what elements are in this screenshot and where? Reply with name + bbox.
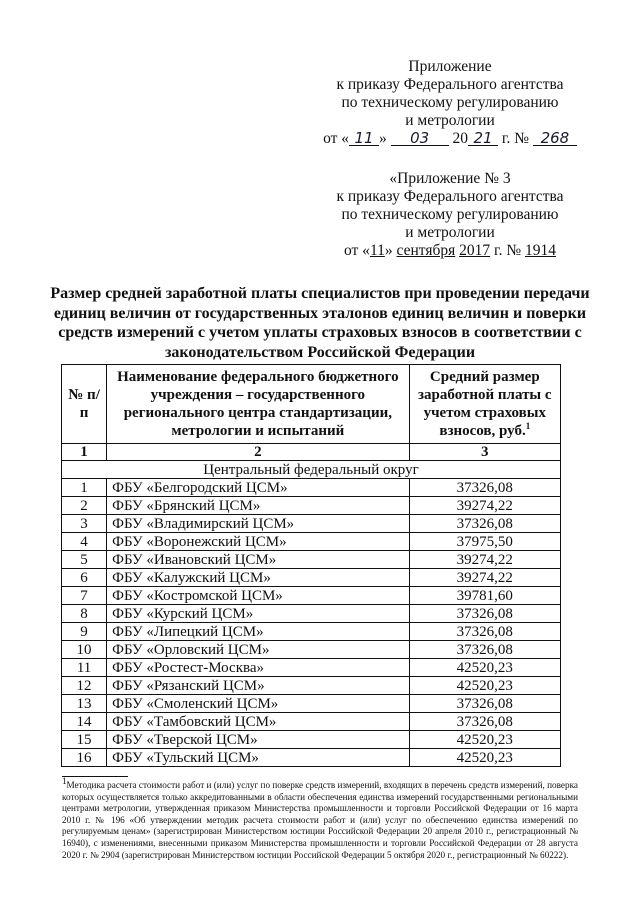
table-row [62, 641, 561, 659]
header-institution: Наименование федерального бюджетного учреждения – государственного регионального центра стандартизации, метрологии и испытаний [107, 365, 409, 444]
row-number: 7 [62, 587, 107, 605]
row-number: 3 [62, 515, 107, 533]
average-wage: 39274,22 [409, 569, 560, 587]
footnote-divider [62, 776, 128, 777]
date-prefix: от « [323, 130, 350, 147]
column-number: 1 [62, 444, 107, 461]
table-row [62, 695, 561, 713]
appendix-header-current [300, 58, 600, 148]
institution-name: ФБУ «Смоленский ЦСМ» [107, 695, 409, 713]
original-order-date-line [300, 242, 600, 260]
average-wage: 37326,08 [409, 515, 560, 533]
table-row [62, 515, 561, 533]
institution-name: ФБУ «Ивановский ЦСМ» [107, 551, 409, 569]
average-wage: 37975,50 [409, 533, 560, 551]
table-row [62, 551, 561, 569]
footnote-text: Методика расчета стоимости работ и (или) услуг по поверке средств измерений, входящих в перечень средств измерений, поверка которых осуществляется только аккредитованными в области обеспечения единства измерений государственными региональными центрами метрологии, утвержденная приказом Министерства промышленности и торговли Российской Федерации от 16 марта 2010 г. № 196 «Об утверждении методик расчета стоимости работ и (или) услуг по обеспечению единства измерений по регулируемым ценам» (зарегистрирован Министерством юстиции Российской Федерации 20 апреля 2010 г., регистрационный № 16940), с изменениями, внесенными приказом Министерства промышленности и торговли Российской Федерации от 28 августа 2020 г. № 2904 (зарегистрирован Министерством юстиции Российской Федерации 5 октября 2020 г., регистрационный № 60222). [62, 780, 578, 860]
institution-name: ФБУ «Тульский ЦСМ» [107, 749, 409, 767]
district-name: Центральный федеральный округ [62, 461, 561, 479]
order-number: 1914 [525, 242, 556, 259]
header-line: по техническому регулированию [341, 206, 559, 223]
handwritten-day: 11 [349, 131, 379, 146]
header-line: Приложение [408, 58, 492, 75]
row-number: 1 [62, 479, 107, 497]
row-number: 11 [62, 659, 107, 677]
average-wage: 42520,23 [409, 731, 560, 749]
institution-name: ФБУ «Ростест-Москва» [107, 659, 409, 677]
order-month: сентября [396, 242, 456, 259]
order-date-line [300, 130, 600, 148]
institution-name: ФБУ «Белгородский ЦСМ» [107, 479, 409, 497]
row-number: 12 [62, 677, 107, 695]
table-row [62, 677, 561, 695]
handwritten-order-number: 268 [533, 131, 577, 146]
table-row [62, 569, 561, 587]
date-mid: » [379, 130, 387, 147]
header-number: № п/п [62, 365, 107, 444]
average-wage: 42520,23 [409, 677, 560, 695]
table-row [62, 749, 561, 767]
row-number: 14 [62, 713, 107, 731]
institution-name: ФБУ «Липецкий ЦСМ» [107, 623, 409, 641]
institution-name: ФБУ «Тверской ЦСМ» [107, 731, 409, 749]
row-number: 15 [62, 731, 107, 749]
average-wage: 42520,23 [409, 659, 560, 677]
row-number: 6 [62, 569, 107, 587]
number-prefix: г. № [493, 242, 522, 259]
institution-name: ФБУ «Воронежский ЦСМ» [107, 533, 409, 551]
header-line: «Приложение № 3 [389, 170, 511, 187]
row-number: 16 [62, 749, 107, 767]
average-wage: 37326,08 [409, 695, 560, 713]
header-wage [409, 365, 560, 444]
table-row [62, 605, 561, 623]
average-wage: 39781,60 [409, 587, 560, 605]
institution-name: ФБУ «Владимирский ЦСМ» [107, 515, 409, 533]
order-day: 11 [369, 242, 385, 259]
column-number-row [62, 444, 561, 461]
table-row [62, 587, 561, 605]
average-wage: 37326,08 [409, 641, 560, 659]
header-line: и метрологии [405, 112, 495, 129]
row-number: 5 [62, 551, 107, 569]
row-number: 4 [62, 533, 107, 551]
institution-name: ФБУ «Тамбовский ЦСМ» [107, 713, 409, 731]
header-line: к приказу Федерального агентства [336, 76, 564, 93]
document-title: Размер средней заработной платы специалистов при проведении передачи единиц величин от государственных эталонов единиц величин и поверки средств измерений с учетом уплаты страховых взносов в соответствии с законодательством Российской Федерации [50, 285, 590, 361]
institution-name: ФБУ «Брянский ЦСМ» [107, 497, 409, 515]
institution-name: ФБУ «Костромской ЦСМ» [107, 587, 409, 605]
institution-name: ФБУ «Орловский ЦСМ» [107, 641, 409, 659]
institution-name: ФБУ «Курский ЦСМ» [107, 605, 409, 623]
year-prefix: 20 [452, 130, 469, 147]
table-row [62, 731, 561, 749]
table-row [62, 623, 561, 641]
handwritten-month: 03 [391, 131, 449, 146]
table-row [62, 713, 561, 731]
table-row [62, 497, 561, 515]
average-wage: 37326,08 [409, 479, 560, 497]
date-prefix: от « [343, 242, 370, 259]
row-number: 8 [62, 605, 107, 623]
row-number: 13 [62, 695, 107, 713]
average-wage: 37326,08 [409, 713, 560, 731]
header-line: и метрологии [405, 224, 495, 241]
order-year: 2017 [459, 242, 491, 259]
wage-table [61, 364, 561, 767]
average-wage: 42520,23 [409, 749, 560, 767]
row-number: 9 [62, 623, 107, 641]
table-row [62, 659, 561, 677]
header-line: к приказу Федерального агентства [336, 188, 564, 205]
appendix-header-original [300, 170, 600, 260]
row-number: 10 [62, 641, 107, 659]
header-wage-text: Средний размер заработной платы с учетом страховых взносов, руб. [418, 369, 552, 439]
table-row [62, 533, 561, 551]
date-mid: » [384, 242, 393, 259]
header-line: по техническому регулированию [341, 94, 559, 111]
institution-name: ФБУ «Калужский ЦСМ» [107, 569, 409, 587]
column-number: 2 [107, 444, 409, 461]
table-row [62, 479, 561, 497]
average-wage: 37326,08 [409, 605, 560, 623]
average-wage: 39274,22 [409, 551, 560, 569]
average-wage: 37326,08 [409, 623, 560, 641]
row-number: 2 [62, 497, 107, 515]
district-row [62, 461, 561, 479]
handwritten-year: 21 [468, 131, 498, 146]
footnote-mark: 1 [62, 775, 67, 786]
institution-name: ФБУ «Рязанский ЦСМ» [107, 677, 409, 695]
footnote [62, 775, 578, 861]
footnote-ref: 1 [525, 421, 531, 431]
number-prefix: г. № [501, 130, 530, 147]
average-wage: 39274,22 [409, 497, 560, 515]
column-number: 3 [409, 444, 560, 461]
